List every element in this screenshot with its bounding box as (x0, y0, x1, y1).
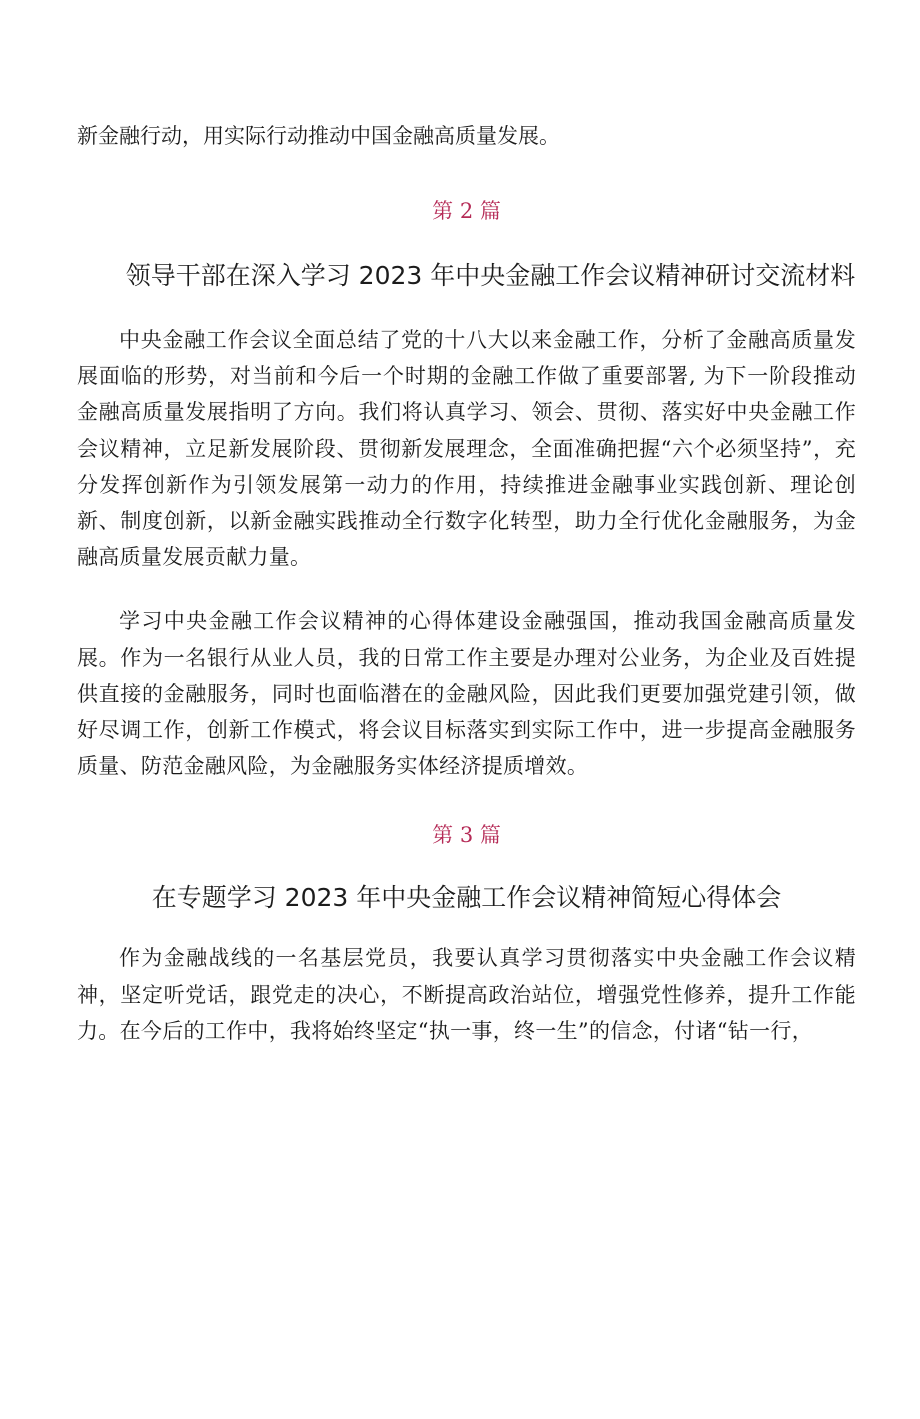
section-label: 第 3 篇 (432, 823, 501, 848)
section-title: 在专题学习 2023 年中央金融工作会议精神简短心得体会 (151, 883, 782, 913)
section-title: 领导干部在深入学习 2023 年中央金融工作会议精神研讨交流材料 (125, 261, 856, 290)
paragraph: 作为金融战线的一名基层党员，我要认真学习贯彻落实中央金融工作会议精神，坚定听党话，跟党走的决心，不断提高政治站位，增强党性修养，提升工作能力。在今后的工作中，我将始终坚定“执一事，终一生”的信念，付诸“钻一行， (77, 946, 856, 1043)
section-2 (77, 196, 856, 784)
section-3 (77, 820, 856, 1049)
paragraph: 中央金融工作会议全面总结了党的十八大以来金融工作，分析了金融高质量发展面临的形势，对当前和今后一个时期的金融工作做了重要部署, 为下一阶段推动金融高质量发展指明了方向。我们将认真学习、领会、贯彻、落实好中央金融工作会议精神，立足新发展阶段、贯彻新发展理念，全面准确把握“六个必须坚持”，充分发挥创新作为引领发展第一动力的作用，持续推进金融事业实践创新、理论创新、制度创新，以新金融实践推动全行数字化转型，助力全行优化金融服务，为金融高质量发展贡献力量。 (77, 328, 856, 570)
document-page (0, 118, 920, 1419)
continuation-text: 新金融行动，用实际行动推动中国金融高质量发展。 (77, 124, 560, 148)
section-label: 第 2 篇 (432, 199, 501, 223)
paragraph: 学习中央金融工作会议精神的心得体建设金融强国，推动我国金融高质量发展。作为一名银行从业人员，我的日常工作主要是办理对公业务，为企业及百姓提供直接的金融服务，同时也面临潜在的金融风险，因此我们更要加强党建引领，做好尽调工作，创新工作模式，将会议目标落实到实际工作中，进一步提高金融服务质量、防范金融风险，为金融服务实体经济提质增效。 (77, 609, 856, 779)
